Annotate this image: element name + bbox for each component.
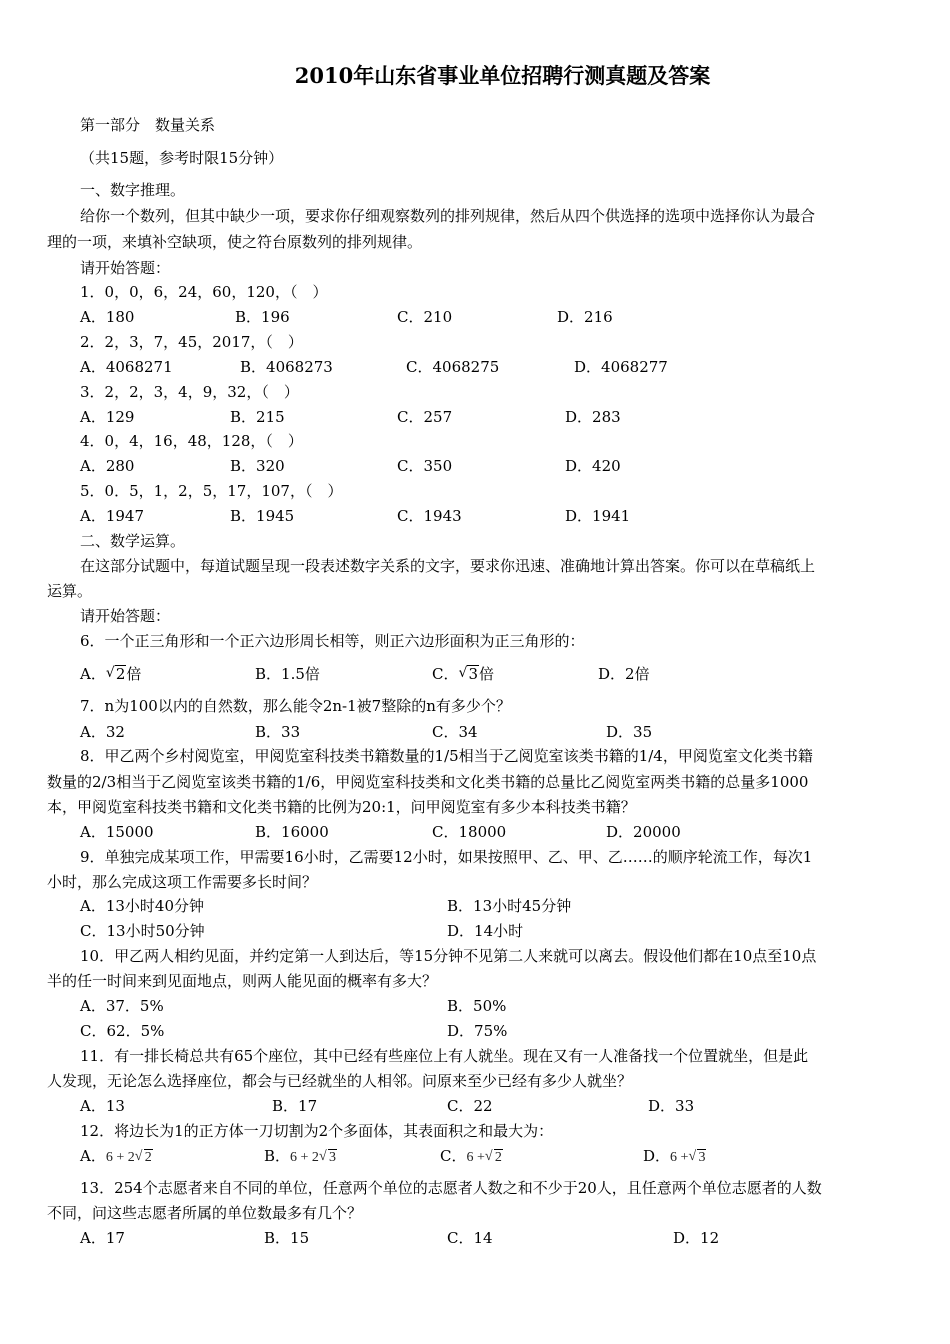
part-heading: 第一部分 数量关系	[80, 116, 216, 134]
question-7-option-c: C．34	[432, 723, 478, 741]
question-6-option-b: B．1.5倍	[255, 665, 320, 683]
question-7-option-b: B．33	[255, 723, 301, 741]
radicand: 3	[328, 1150, 336, 1165]
question-6-option-a	[80, 664, 141, 684]
sqrt-symbol	[458, 664, 479, 684]
option-label: C．	[440, 1147, 467, 1165]
expression: 6 + 2	[105, 1150, 135, 1165]
question-8-line-2: 数量的2/3相当于乙阅览室该类书籍的1/6，甲阅览室科技类和文化类书籍的总量比乙阅览室两类书籍的总量多1000	[47, 773, 809, 791]
question-5-stem: 5．0．5，1，2，5，17，107，（ ）	[80, 482, 343, 500]
sqrt-symbol	[319, 1148, 337, 1168]
sqrt-symbol	[688, 1148, 706, 1168]
question-2-option-b: B．4068273	[240, 358, 333, 376]
radicand: 2	[115, 665, 126, 683]
question-4-option-c: C．350	[397, 457, 453, 475]
question-10-option-c: C．62．5%	[80, 1022, 165, 1040]
question-9-line-1: 9．单独完成某项工作，甲需要16小时，乙需要12小时，如果按照甲、乙、甲、乙……的顺序轮流工作，每次1	[80, 848, 813, 866]
sqrt-symbol	[135, 1148, 153, 1168]
question-2-stem: 2．2，3，7，45，2017，（ ）	[80, 333, 303, 351]
question-12-option-d	[643, 1146, 706, 1168]
section-1-start: 请开始答题：	[80, 259, 171, 277]
question-5-option-b: B．1945	[230, 507, 295, 525]
question-1-option-b: B．196	[235, 308, 290, 326]
question-8-line-3: 本，甲阅览室科技类书籍和文化类书籍的比例为20:1，问甲阅览室有多少本科技类书籍？	[47, 798, 636, 816]
question-7-option-d: D．35	[606, 723, 653, 741]
section-2-desc-cont: 运算。	[47, 582, 93, 600]
question-11-option-c: C．22	[447, 1097, 493, 1115]
question-9-option-d: D．14小时	[447, 922, 524, 940]
section-2-start: 请开始答题：	[80, 607, 171, 625]
question-11-line-1: 11．有一排长椅总共有65个座位，其中已经有些座位上有人就坐。现在又有一人准备找一个位置就坐，但是此	[80, 1047, 809, 1065]
expression: 6 +	[670, 1150, 689, 1165]
question-10-line-2: 半的任一时间来到见面地点，则两人能见面的概率有多大？	[47, 972, 438, 990]
question-13-option-a: A．17	[80, 1229, 125, 1247]
section-1-heading: 一、数字推理。	[80, 181, 186, 199]
question-6-option-c	[432, 664, 494, 684]
question-10-option-b: B．50%	[447, 997, 507, 1015]
question-5-option-a: A．1947	[80, 507, 145, 525]
question-12-option-a	[80, 1146, 153, 1168]
question-11-option-b: B．17	[272, 1097, 318, 1115]
question-7-option-a: A．32	[80, 723, 125, 741]
question-1-option-d: D．216	[557, 308, 613, 326]
question-8-line-1: 8．甲乙两个乡村阅览室，甲阅览室科技类书籍数量的1/5相当于乙阅览室该类书籍的1/4，甲阅览室文化类书籍	[80, 747, 813, 765]
question-4-option-b: B．320	[230, 457, 285, 475]
sqrt-symbol	[485, 1148, 503, 1168]
option-label: B．	[264, 1147, 291, 1165]
option-label: A．	[80, 1147, 106, 1165]
section-2-heading: 二、数学运算。	[80, 532, 186, 550]
page-title: 2010年山东省事业单位招聘行测真题及答案	[294, 63, 711, 88]
question-3-stem: 3．2，2，3，4，9，32，（ ）	[80, 383, 299, 401]
question-3-option-b: B．215	[230, 408, 285, 426]
question-4-option-a: A．280	[80, 457, 135, 475]
question-5-option-c: C．1943	[397, 507, 462, 525]
option-label: D．	[643, 1147, 671, 1165]
question-13-line-1: 13．254个志愿者来自不同的单位，任意两个单位的志愿者人数之和不少于20人，且任意两个单位志愿者的人数	[80, 1179, 822, 1197]
radicand: 2	[494, 1150, 502, 1165]
question-8-option-d: D．20000	[606, 823, 681, 841]
question-12-option-c	[440, 1146, 503, 1168]
question-5-option-d: D．1941	[565, 507, 631, 525]
expression: 6 +	[466, 1150, 485, 1165]
question-1-stem: 1．0，0，6，24，60，120，（ ）	[80, 283, 328, 301]
question-7-stem: 7．n为100以内的自然数，那么能令2n-1被7整除的n有多少个？	[80, 697, 511, 715]
question-2-option-a: A．4068271	[80, 358, 173, 376]
question-11-option-d: D．33	[648, 1097, 695, 1115]
option-suffix: 倍	[479, 665, 495, 683]
question-9-line-2: 小时，那么完成这项工作需要多长时间？	[47, 873, 318, 891]
question-3-option-d: D．283	[565, 408, 621, 426]
question-9-option-a: A．13小时40分钟	[80, 897, 205, 915]
option-label: C．	[432, 665, 459, 683]
question-3-option-a: A．129	[80, 408, 135, 426]
option-suffix: 倍	[126, 665, 142, 683]
question-13-option-d: D．12	[673, 1229, 720, 1247]
question-1-option-a: A．180	[80, 308, 135, 326]
question-11-line-2: 人发现，无论怎么选择座位，都会与已经就坐的人相邻。问原来至少已经有多少人就坐？	[47, 1072, 633, 1090]
radicand: 3	[698, 1150, 706, 1165]
question-10-option-a: A．37．5%	[80, 997, 164, 1015]
question-4-stem: 4．0，4，16，48，128，（ ）	[80, 432, 303, 450]
time-note: （共15题，参考时限15分钟）	[80, 149, 284, 167]
question-8-option-a: A．15000	[80, 823, 154, 841]
radicand: 3	[468, 665, 479, 683]
question-3-option-c: C．257	[397, 408, 453, 426]
question-6-option-d: D．2倍	[598, 665, 650, 683]
question-12-stem: 12．将边长为1的正方体一刀切割为2个多面体，其表面积之和最大为：	[80, 1122, 554, 1140]
section-1-desc-cont: 理的一项，来填补空缺项，使之符台原数列的排列规律。	[47, 233, 423, 251]
question-4-option-d: D．420	[565, 457, 621, 475]
question-13-option-b: B．15	[264, 1229, 310, 1247]
section-2-desc: 在这部分试题中，每道试题呈现一段表述数字关系的文字，要求你迅速、准确地计算出答案。你可以在草稿纸上	[80, 557, 816, 575]
question-10-option-d: D．75%	[447, 1022, 508, 1040]
question-8-option-b: B．16000	[255, 823, 329, 841]
expression: 6 + 2	[290, 1150, 319, 1165]
question-2-option-c: C．4068275	[406, 358, 500, 376]
question-8-option-c: C．18000	[432, 823, 507, 841]
question-2-option-d: D．4068277	[574, 358, 668, 376]
question-13-option-c: C．14	[447, 1229, 493, 1247]
option-label: A．	[80, 665, 106, 683]
question-9-option-c: C．13小时50分钟	[80, 922, 205, 940]
section-1-desc: 给你一个数列，但其中缺少一项，要求你仔细观察数列的排列规律，然后从四个供选择的选项中选择你认为最合	[80, 207, 816, 225]
question-1-option-c: C．210	[397, 308, 453, 326]
sqrt-symbol	[106, 664, 127, 684]
question-9-option-b: B．13小时45分钟	[447, 897, 572, 915]
question-12-option-b	[264, 1146, 337, 1168]
radicand: 2	[144, 1150, 152, 1165]
question-10-line-1: 10．甲乙两人相约见面，并约定第一人到达后，等15分钟不见第二人来就可以离去。假设他们都在10点至10点	[80, 947, 817, 965]
question-13-line-2: 不同，问这些志愿者所属的单位数最多有几个？	[47, 1204, 363, 1222]
question-6-stem: 6．一个正三角形和一个正六边形周长相等，则正六边形面积为正三角形的：	[80, 632, 585, 650]
question-11-option-a: A．13	[80, 1097, 125, 1115]
